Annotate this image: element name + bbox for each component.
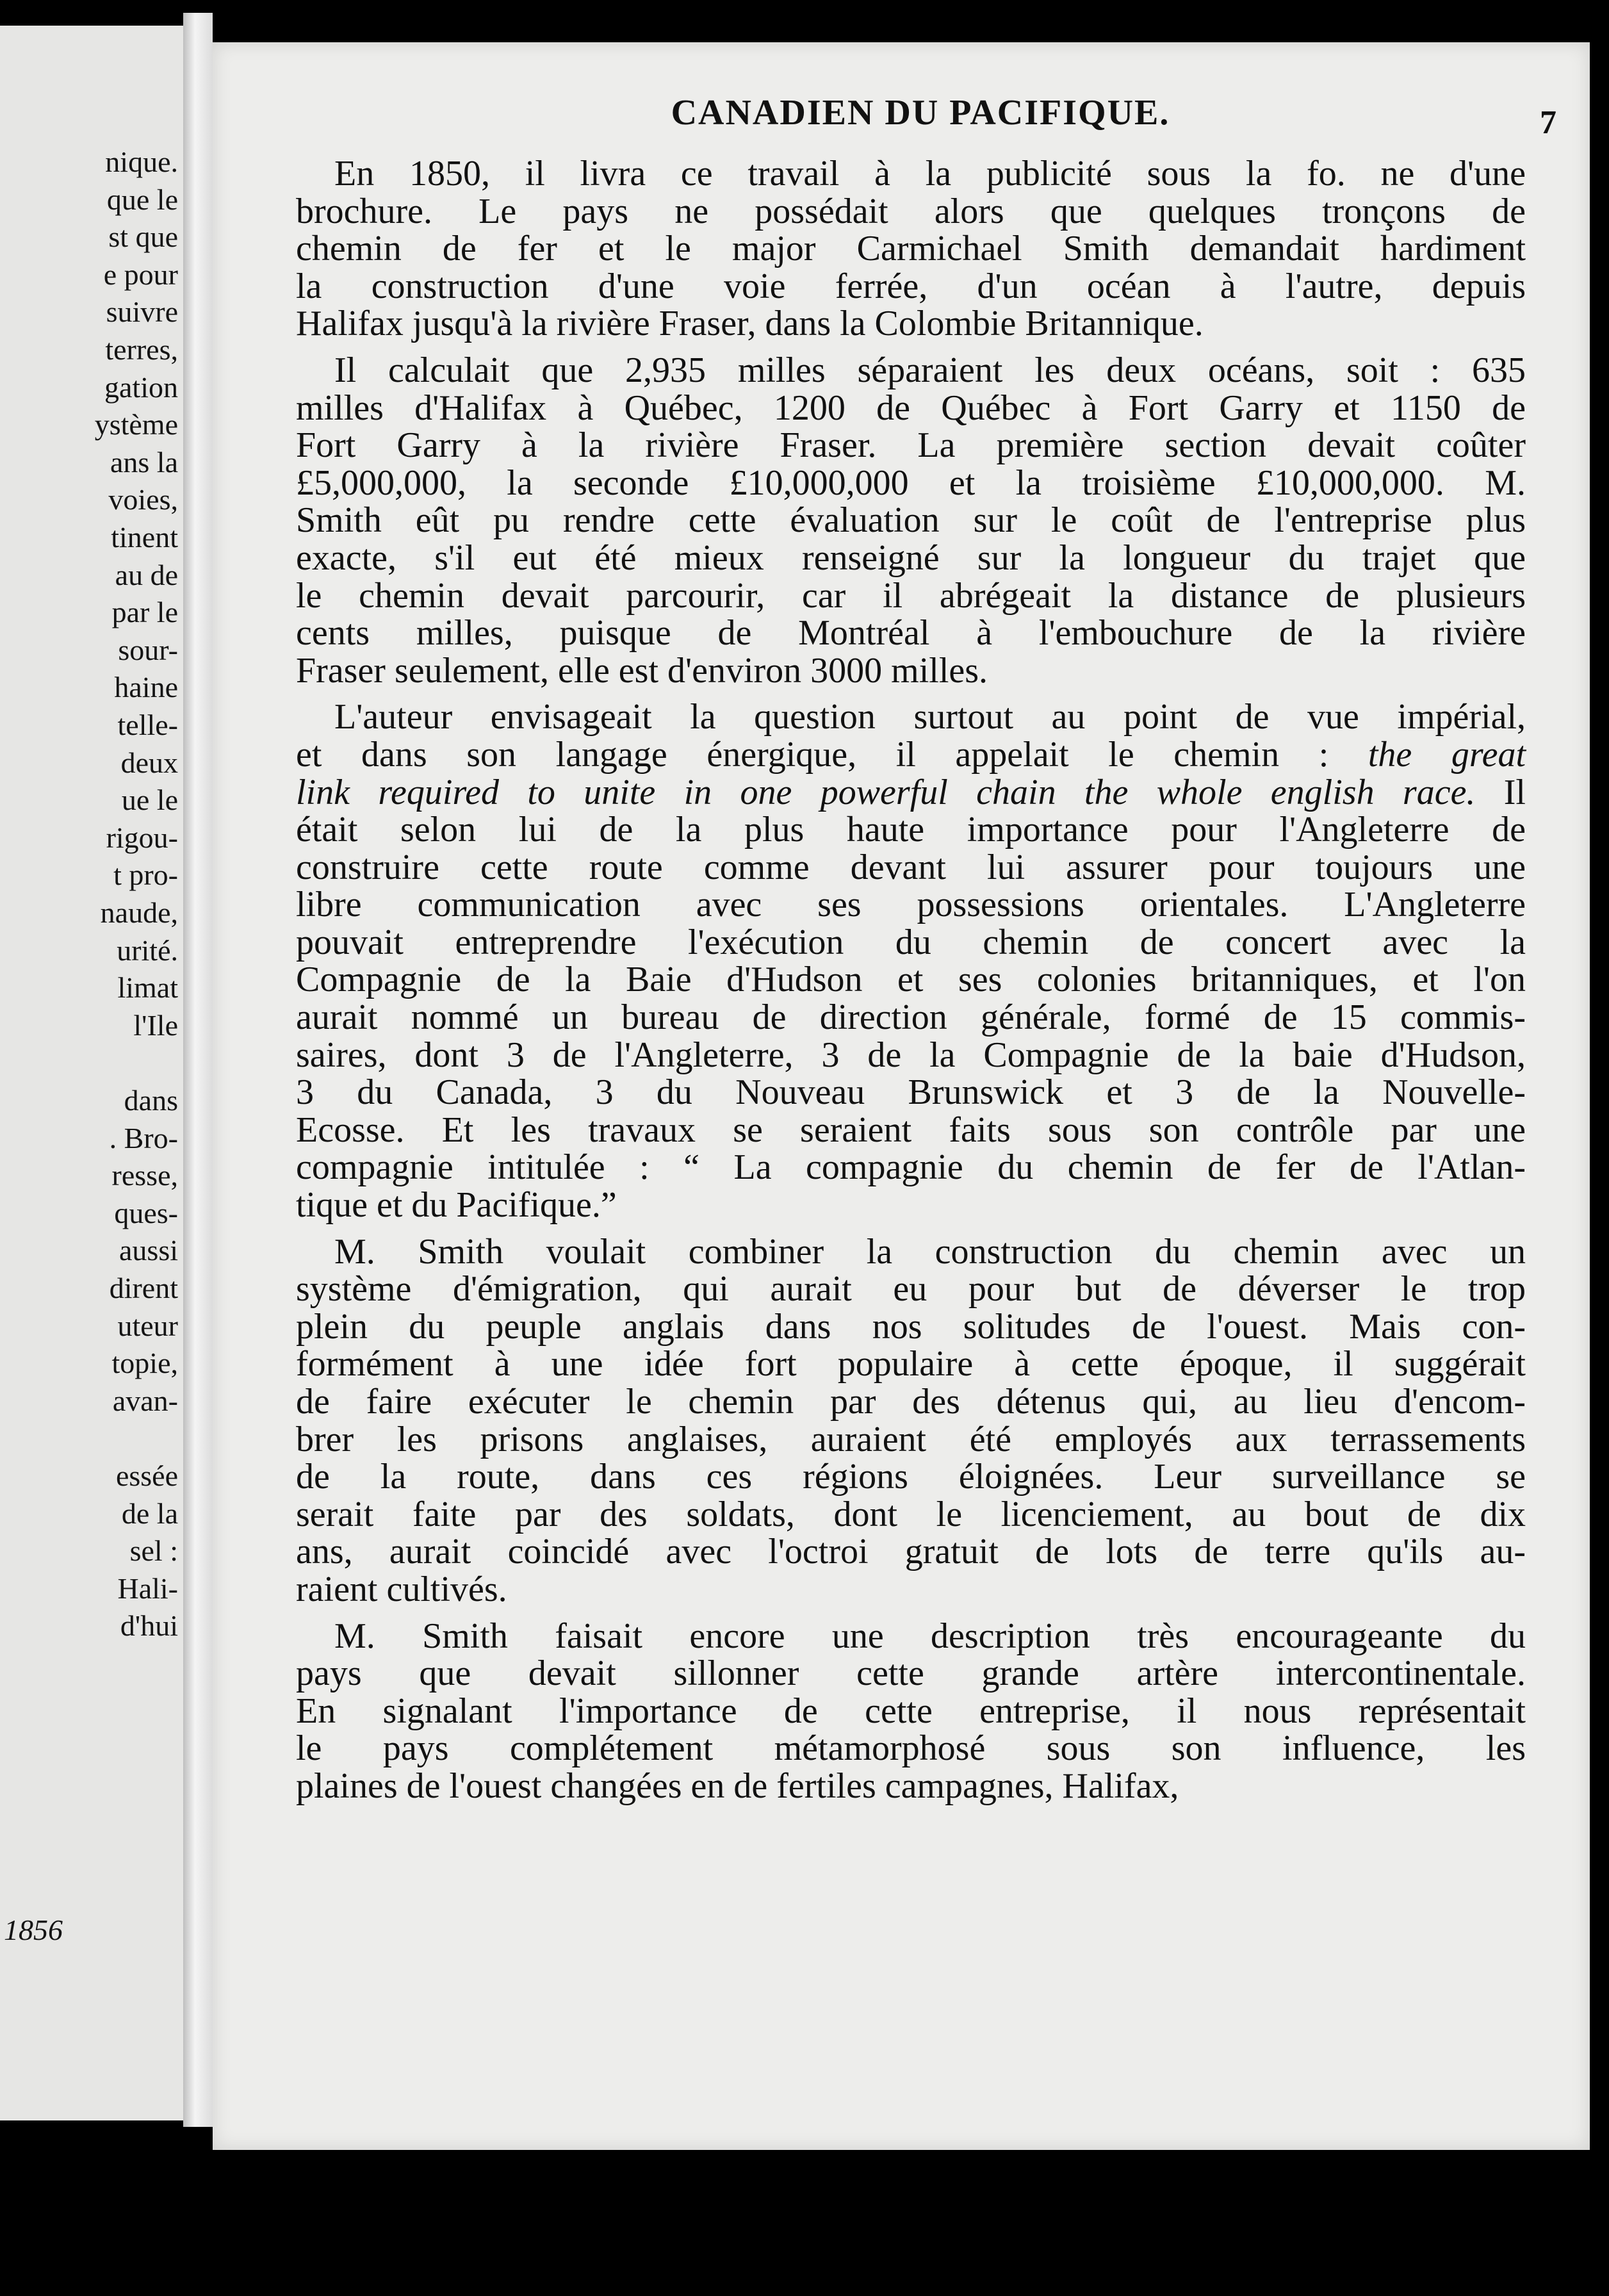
left-page-line: d'hui xyxy=(120,1609,178,1643)
text-line: serait faite par des soldats, dont le licenciement, au bout de dix xyxy=(296,1494,1526,1534)
body-text xyxy=(296,155,1526,1805)
left-page-line: voies, xyxy=(108,483,178,516)
left-page-line: sel : xyxy=(129,1534,178,1568)
text-line: compagnie intitulée : “ La compagnie du chemin de fer de l'Atlan- xyxy=(296,1147,1526,1188)
left-page-line: rigou- xyxy=(106,821,178,854)
left-page-line: l'Ile xyxy=(133,1008,178,1042)
left-page-line: ue le xyxy=(121,783,178,817)
text-line: ans, aurait coincidé avec l'octroi gratuit de lots de terre qu'ils au- xyxy=(296,1532,1526,1572)
paragraph xyxy=(296,1618,1526,1805)
text-line: En signalant l'importance de cette entreprise, il nous représentait xyxy=(296,1691,1526,1731)
text-line: brer les prisons anglaises, auraient été employés aux terrassements xyxy=(296,1419,1526,1459)
left-page-line: essée xyxy=(115,1459,178,1492)
text-line: En 1850, il livra ce travail à la publicité sous la fo. ne d'une xyxy=(334,154,1526,193)
text-line: Smith eût pu rendre cette évaluation sur le coût de l'entreprise plus xyxy=(296,500,1526,541)
text-line: Fraser seulement, elle est d'environ 3000 milles. xyxy=(296,650,988,691)
text-line: Il calculait que 2,935 milles séparaient les deux océans, soit : 635 xyxy=(334,350,1526,390)
left-page-line: gation xyxy=(104,370,178,404)
left-page-line: topie, xyxy=(111,1347,178,1380)
text-line: brochure. Le pays ne possédait alors que quelques tronçons de xyxy=(296,191,1526,231)
text-line: la construction d'une voie ferrée, d'un océan à l'autre, depuis xyxy=(296,266,1526,306)
left-page-line: ans la xyxy=(110,445,178,479)
left-page-line: par le xyxy=(111,596,178,629)
left-page-line: tinent xyxy=(111,521,178,554)
left-page-line: que le xyxy=(106,183,178,216)
paragraph xyxy=(296,352,1526,689)
text-line: tique et du Pacifique.” xyxy=(296,1185,617,1226)
previous-page-edge xyxy=(0,26,183,2120)
left-page-line: ystème xyxy=(94,408,178,441)
text-line: cents milles, puisque de Montréal à l'embouchure de la rivière xyxy=(296,613,1526,653)
paragraph xyxy=(296,1233,1526,1609)
text-line: libre communication avec ses possessions orientales. L'Angleterre xyxy=(296,885,1526,925)
paragraph xyxy=(296,155,1526,343)
english-quotation: link required to unite in one powerful chain the whole english race. xyxy=(296,772,1476,812)
left-page-line: deux xyxy=(120,746,178,779)
left-page-line: e pour xyxy=(103,258,178,291)
left-page-line: dans xyxy=(124,1084,178,1117)
page-number: 7 xyxy=(1540,104,1556,141)
left-page-line: naude, xyxy=(100,896,178,929)
left-page-line: avan- xyxy=(112,1384,178,1417)
left-page-line: resse, xyxy=(111,1159,178,1192)
text-line: construire cette route comme devant lui assurer pour toujours une xyxy=(296,847,1526,887)
text-line: 3 du Canada, 3 du Nouveau Brunswick et 3 de la Nouvelle- xyxy=(296,1072,1526,1113)
left-page-line: st que xyxy=(108,220,178,254)
text-line: était selon lui de la plus haute importance pour l'Angleterre de xyxy=(296,810,1526,850)
text-line: aurait nommé un bureau de direction générale, formé de 15 commis- xyxy=(296,997,1526,1038)
left-page-line: terres, xyxy=(105,333,178,366)
left-page-line: limat xyxy=(117,971,178,1004)
left-page-line: aussi xyxy=(119,1234,178,1267)
text-line: système d'émigration, qui aurait eu pour but de déverser le trop xyxy=(296,1269,1526,1309)
book-page xyxy=(213,42,1590,2150)
text-line: milles d'Halifax à Québec, 1200 de Québec à Fort Garry et 1150 de xyxy=(296,388,1526,428)
text-line: M. Smith voulait combiner la construction du chemin avec un xyxy=(334,1231,1526,1272)
paragraph xyxy=(296,698,1526,1224)
text-line: saires, dont 3 de l'Angleterre, 3 de la Compagnie de la baie d'Hudson, xyxy=(296,1035,1526,1075)
left-page-line: t pro- xyxy=(113,858,178,892)
left-page-line: haine xyxy=(114,671,178,704)
english-quotation: the great xyxy=(1368,734,1526,775)
text-line: de la route, dans ces régions éloignées. Leur surveillance se xyxy=(296,1457,1526,1497)
text-line: £5,000,000, la seconde £10,000,000 et la troisième £10,000,000. M. xyxy=(296,463,1526,503)
text-line: M. Smith faisait encore une description très encourageante du xyxy=(334,1616,1526,1656)
left-page-line: telle- xyxy=(117,709,178,741)
text-line: le pays complétement métamorphosé sous son influence, les xyxy=(296,1728,1526,1769)
left-page-line: de la xyxy=(121,1496,178,1530)
book-gutter xyxy=(183,13,213,2127)
text-line: Ecosse. Et les travaux se seraient faits sous son contrôle par une xyxy=(296,1110,1526,1150)
left-page-line: urité. xyxy=(117,933,178,967)
text-line: et dans son langage énergique, il appelait le chemin : the great xyxy=(296,734,1526,775)
left-page-line: suivre xyxy=(106,295,178,329)
left-page-line: uteur xyxy=(117,1309,178,1342)
text-line: pouvait entreprendre l'exécution du chemin de concert avec la xyxy=(296,922,1526,962)
left-page-line: . Bro- xyxy=(109,1121,178,1154)
text-line: link required to unite in one powerful chain the whole english race. Il xyxy=(296,772,1526,812)
text-line: plaines de l'ouest changées en de fertiles campagnes, Halifax, xyxy=(296,1766,1179,1806)
left-page-line: ques- xyxy=(114,1196,178,1229)
text-line: de faire exécuter le chemin par des détenus qui, au lieu d'encom- xyxy=(296,1382,1526,1422)
running-head: CANADIEN DU PACIFIQUE. xyxy=(671,93,1170,133)
text-line: formément à une idée fort populaire à cette époque, il suggérait xyxy=(296,1344,1526,1384)
text-line: plein du peuple anglais dans nos solitudes de l'ouest. Mais con- xyxy=(296,1306,1526,1347)
left-page-line: nique. xyxy=(105,145,178,178)
text-line: L'auteur envisageait la question surtout au point de vue impérial, xyxy=(334,697,1526,737)
text-line: Fort Garry à la rivière Fraser. La première section devait coûter xyxy=(296,425,1526,466)
text-line: Halifax jusqu'à la rivière Fraser, dans la Colombie Britannique. xyxy=(296,304,1204,344)
left-page-line: au de xyxy=(115,558,178,591)
text-line: chemin de fer et le major Carmichael Smith demandait hardiment xyxy=(296,229,1526,269)
text-line: pays que devait sillonner cette grande artère intercontinentale. xyxy=(296,1653,1526,1694)
left-page-line: sour- xyxy=(118,633,178,666)
text-line: le chemin devait parcourir, car il abrégeait la distance de plusieurs xyxy=(296,575,1526,616)
text-line: raient cultivés. xyxy=(296,1569,507,1609)
left-page-line: Hali- xyxy=(117,1571,178,1605)
left-page-footer: 1856 xyxy=(4,1914,63,1946)
text-line: exacte, s'il eut été mieux renseigné sur la longueur du trajet que xyxy=(296,537,1526,578)
text-line: Compagnie de la Baie d'Hudson et ses colonies britanniques, et l'on xyxy=(296,960,1526,1000)
left-page-line: dirent xyxy=(109,1272,178,1304)
